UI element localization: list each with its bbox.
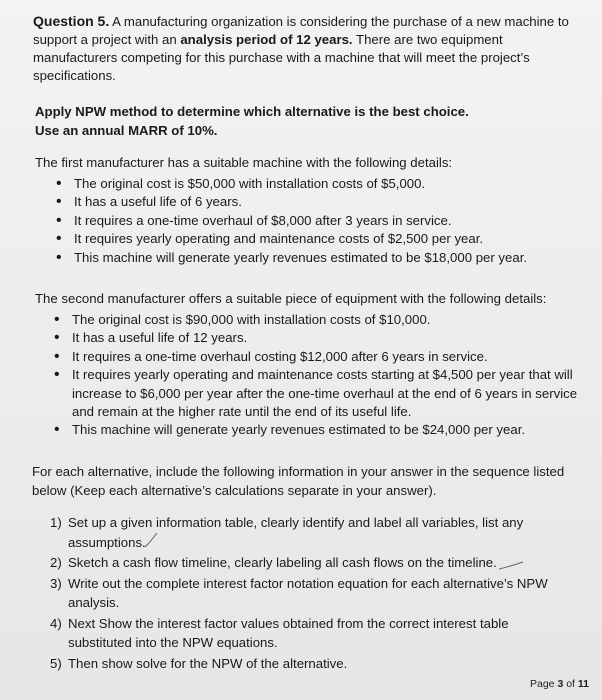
intro-text-a: A manufacturing organization is considering the purchase of a new machine to support a project with an bbox=[33, 14, 569, 47]
step-text: Then show solve for the NPW of the alternative. bbox=[68, 655, 348, 671]
alt2-item: • It has a useful life of 12 years. bbox=[54, 329, 582, 347]
step-text: Write out the complete interest factor notation equation for each alternative’s NPW analysis. bbox=[68, 575, 548, 610]
step-text: Set up a given information table, clearly identify and label all variables, list any assumptions. bbox=[68, 515, 524, 550]
step-item bbox=[50, 513, 570, 552]
question-intro bbox=[33, 12, 578, 85]
alt2-title: The second manufacturer offers a suitable piece of equipment with the following details: bbox=[35, 291, 547, 306]
alt1-item: • The original cost is $50,000 with installation costs of $5,000. bbox=[56, 175, 576, 193]
step-number: 2) bbox=[50, 555, 62, 570]
page-footer bbox=[530, 678, 589, 690]
alt2-item: • It requires a one-time overhaul costing $12,000 after 6 years in service. bbox=[54, 348, 582, 366]
page-word: Page bbox=[529, 678, 555, 690]
alt1-item: • It requires a one-time overhaul of $8,000 after 3 years in service. bbox=[56, 212, 576, 230]
step-text: Sketch a cash flow timeline, clearly labeling all cash flows on the timeline. bbox=[68, 555, 497, 570]
alt2-item: • This machine will generate yearly revenues estimated to be $24,000 per year. bbox=[54, 421, 582, 439]
of-word: of bbox=[566, 678, 575, 690]
steps-list bbox=[50, 513, 570, 674]
alt1-title: The first manufacturer has a suitable machine with the following details: bbox=[35, 155, 453, 170]
task-line-1: Apply NPW method to determine which alternative is the best choice. bbox=[35, 104, 469, 119]
step-number: 5) bbox=[50, 655, 62, 671]
intro-text-b: There are two equipment manufacturers competing for this purchase with a machine that will meet the project’s specifications. bbox=[33, 32, 530, 83]
analysis-period: analysis period of 12 years. bbox=[180, 32, 353, 47]
step-item bbox=[50, 614, 570, 653]
step-number: 3) bbox=[50, 575, 62, 591]
step-item bbox=[50, 574, 570, 613]
alt1-list bbox=[56, 175, 576, 267]
page-number: 3 bbox=[557, 678, 564, 690]
task-statement bbox=[35, 103, 580, 140]
alt1-item: • It requires yearly operating and maintenance costs of $2,500 per year. bbox=[56, 230, 576, 248]
pen-tick-line-icon bbox=[498, 561, 524, 571]
step-text: Next Show the interest factor values obtained from the correct interest table substituted into the NPW equations. bbox=[68, 615, 509, 650]
alt2-list bbox=[54, 311, 582, 440]
alt1-item: • This machine will generate yearly revenues estimated to be $18,000 per year. bbox=[56, 249, 576, 267]
alt2-item: • It requires yearly operating and maintenance costs starting at $4,500 per year that will increase to $6,000 per year after the one-time overhaul at the end of 6 years in service and remain at the higher rate until the end of its useful life. bbox=[54, 366, 582, 421]
step-item bbox=[50, 654, 570, 674]
instructions-paragraph: For each alternative, include the following information in your answer in the sequence listed below (Keep each alternative’s calculations separate in your answer). bbox=[32, 464, 565, 498]
step-number: 4) bbox=[50, 615, 62, 631]
pen-check-mark-icon bbox=[144, 532, 158, 550]
page-total: 11 bbox=[577, 678, 589, 690]
task-line-2: Use an annual MARR of 10%. bbox=[35, 122, 218, 138]
question-label: Question 5. bbox=[33, 13, 110, 29]
step-number: 1) bbox=[50, 515, 62, 530]
alt2-item: • The original cost is $90,000 with installation costs of $10,000. bbox=[54, 311, 582, 329]
step-item bbox=[50, 553, 570, 573]
alt1-item: • It has a useful life of 6 years. bbox=[56, 193, 576, 211]
